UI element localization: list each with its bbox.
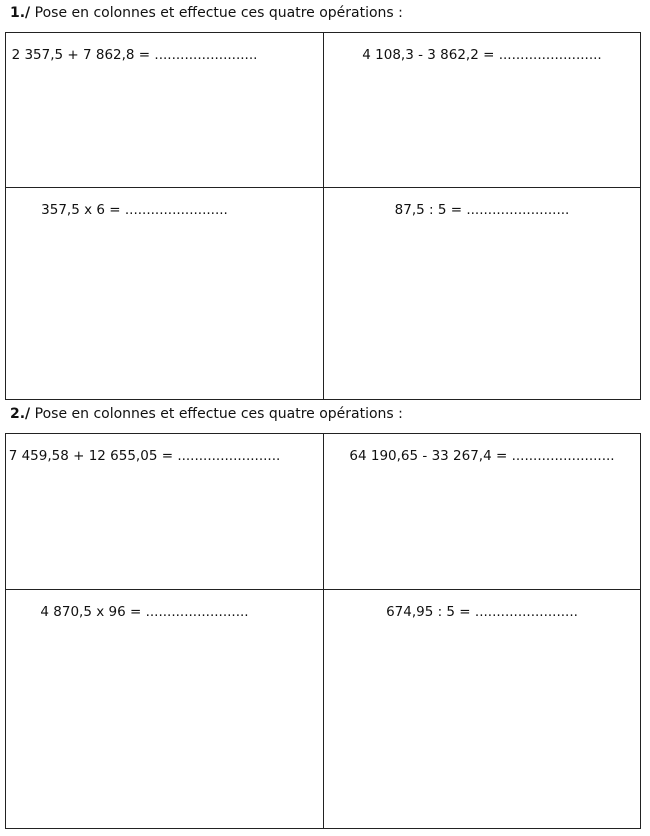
answer-blank: ........................ — [466, 202, 570, 218]
operation-expression: 7 459,58 + 12 655,05 = — [8, 448, 174, 464]
section-2-cell-subtraction[interactable] — [324, 434, 640, 590]
section-1-instruction: Pose en colonnes et effectue ces quatre opérations : — [34, 5, 403, 21]
section-2-cell-division[interactable] — [324, 590, 640, 828]
operation-line — [324, 202, 640, 218]
section-2-number: 2./ — [10, 406, 31, 422]
operation-line — [0, 604, 323, 620]
section-1-heading — [10, 4, 403, 22]
section-1-cell-subtraction[interactable] — [324, 33, 640, 188]
operation-expression: 4 108,3 - 3 862,2 = — [362, 47, 495, 63]
section-2-cell-multiplication[interactable] — [6, 590, 324, 828]
section-1-cell-multiplication[interactable] — [6, 188, 324, 399]
answer-blank: ........................ — [145, 604, 249, 620]
operation-line — [0, 448, 323, 464]
operation-expression: 4 870,5 x 96 = — [40, 604, 142, 620]
section-1-cell-addition[interactable] — [6, 33, 324, 188]
section-1-cell-division[interactable] — [324, 188, 640, 399]
section-2-cell-addition[interactable] — [6, 434, 324, 590]
answer-blank: ........................ — [474, 604, 578, 620]
answer-blank: ........................ — [154, 47, 258, 63]
section-1-number: 1./ — [10, 5, 31, 21]
operation-line — [324, 448, 640, 464]
section-1-grid — [5, 32, 641, 400]
section-2-instruction: Pose en colonnes et effectue ces quatre opérations : — [34, 406, 403, 422]
operation-expression: 674,95 : 5 = — [386, 604, 471, 620]
section-2-grid — [5, 433, 641, 829]
operation-expression: 64 190,65 - 33 267,4 = — [349, 448, 508, 464]
answer-blank: ........................ — [511, 448, 615, 464]
answer-blank: ........................ — [498, 47, 602, 63]
operation-expression: 357,5 x 6 = — [41, 202, 121, 218]
operation-expression: 2 357,5 + 7 862,8 = — [11, 47, 151, 63]
operation-expression: 87,5 : 5 = — [394, 202, 463, 218]
section-2-heading — [10, 405, 403, 423]
operation-line — [324, 47, 640, 63]
operation-line — [0, 202, 323, 218]
operation-line — [324, 604, 640, 620]
operation-line — [0, 47, 323, 63]
answer-blank: ........................ — [124, 202, 228, 218]
answer-blank: ........................ — [177, 448, 281, 464]
